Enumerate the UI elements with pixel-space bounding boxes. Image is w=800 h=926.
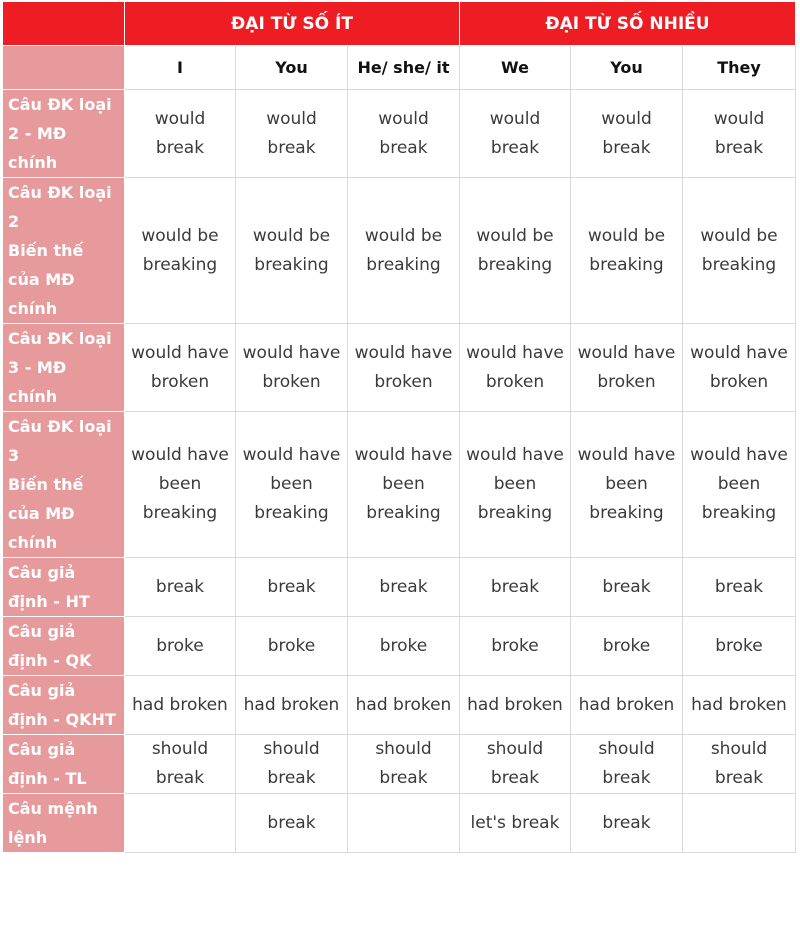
table-row [3, 324, 796, 412]
verb-form-line: had broken [691, 694, 787, 715]
verb-form-cell [571, 617, 683, 676]
table-row [3, 617, 796, 676]
verb-form-line: break [602, 812, 651, 833]
row-label-line: Câu ĐK loại [8, 329, 112, 348]
verb-form-line: broke [715, 635, 763, 656]
verb-form-cell [460, 676, 571, 735]
verb-form-cell [236, 412, 348, 558]
verb-form-line: would [489, 108, 541, 129]
verb-form-line: break [602, 137, 651, 158]
verb-form-cell [125, 178, 236, 324]
verb-form-line: should [263, 739, 320, 759]
verb-form-cell [460, 178, 571, 324]
verb-form-cell [348, 558, 460, 617]
verb-form-line: been [605, 474, 648, 494]
verb-form-cell [683, 617, 796, 676]
table-row [3, 735, 796, 794]
verb-form-line: break [714, 768, 764, 788]
row-label-line: Câu giả [8, 563, 76, 582]
verb-form-line: would have [242, 445, 341, 465]
verb-form-cell [683, 794, 796, 853]
pronoun-header: We [460, 46, 571, 90]
pronoun-header: You [236, 46, 348, 90]
row-label-line: 3 - MĐ [8, 358, 67, 377]
verb-form-cell [571, 676, 683, 735]
verb-form-line: been [717, 474, 761, 494]
row-label [3, 558, 125, 617]
verb-form-cell [348, 735, 460, 794]
verb-form-line: should [151, 739, 209, 759]
table-row [3, 412, 796, 558]
verb-form-line: breaking [142, 503, 218, 523]
row-label-line: định - QK [8, 651, 92, 670]
verb-form-line: would be [587, 225, 666, 246]
verb-form-line: breaking [366, 503, 441, 523]
row-label [3, 735, 125, 794]
row-label-line: định - HT [8, 592, 90, 611]
row-label-line: chính [8, 387, 58, 406]
plural-pronouns-header: ĐẠI TỪ SỐ NHIỀU [460, 2, 796, 46]
verb-form-cell [460, 412, 571, 558]
verb-form-line: break [267, 812, 316, 833]
verb-form-line: breaking [701, 503, 777, 523]
verb-form-line: would have [131, 445, 229, 465]
verb-form-line: should [710, 739, 768, 759]
verb-form-line: breaking [589, 254, 664, 275]
verb-form-line: broke [491, 635, 539, 656]
verb-form-cell [236, 324, 348, 412]
verb-form-line: would have [354, 342, 453, 363]
verb-form-cell [460, 617, 571, 676]
row-label [3, 178, 125, 324]
verb-form-line: been [493, 474, 537, 494]
row-label [3, 324, 125, 412]
verb-form-line: break [490, 576, 540, 597]
verb-form-line: breaking [366, 254, 441, 275]
row-label-line: của MĐ [8, 504, 75, 523]
row-label-line: Câu mệnh [8, 799, 98, 818]
pronoun-header-row [3, 46, 796, 90]
row-label-line: Câu ĐK loại [8, 417, 112, 436]
table-row [3, 676, 796, 735]
verb-form-line: breaking [477, 254, 553, 275]
verb-form-line: break [155, 768, 205, 788]
verb-form-line: broken [597, 371, 656, 392]
verb-form-line: broken [709, 371, 769, 392]
verb-form-line: would be [476, 225, 554, 246]
verb-form-cell [236, 794, 348, 853]
verb-form-line: break [602, 576, 651, 597]
singular-pronouns-header: ĐẠI TỪ SỐ ÍT [125, 2, 460, 46]
verb-form-line: would be [700, 225, 778, 246]
row-label-line: Biến thế [8, 475, 84, 494]
verb-form-line: break [155, 137, 205, 158]
verb-form-cell [683, 676, 796, 735]
verb-form-cell [125, 558, 236, 617]
verb-form-cell [571, 735, 683, 794]
verb-form-line: breaking [142, 254, 218, 275]
verb-form-cell [571, 324, 683, 412]
verb-form-line: would [713, 108, 765, 129]
verb-form-line: had broken [355, 694, 452, 715]
verb-form-cell [348, 617, 460, 676]
verb-form-line: would be [141, 225, 219, 246]
verb-form-cell [571, 90, 683, 178]
verb-form-cell [683, 178, 796, 324]
corner-cell-lower [3, 46, 125, 90]
row-label-line: định - QKHT [8, 710, 116, 729]
verb-form-line: would have [466, 445, 564, 465]
verb-form-cell [125, 735, 236, 794]
verb-form-line: breaking [254, 503, 329, 523]
row-label-line: Câu giả [8, 622, 76, 641]
verb-form-cell [236, 735, 348, 794]
verb-form-cell [348, 794, 460, 853]
row-label-line: chính [8, 533, 58, 552]
verb-form-line: had broken [132, 694, 228, 715]
verb-form-line: break [602, 768, 651, 788]
row-label [3, 412, 125, 558]
verb-form-cell [683, 558, 796, 617]
verb-form-line: break [714, 137, 764, 158]
verb-form-line: would [601, 108, 652, 129]
verb-form-cell [125, 617, 236, 676]
verb-form-line: should [598, 739, 655, 759]
verb-form-line: would have [577, 342, 676, 363]
row-label-line: Câu ĐK loại [8, 183, 112, 202]
pronoun-header: He/ she/ it [348, 46, 460, 90]
corner-cell [3, 2, 125, 46]
verb-form-line: breaking [254, 254, 329, 275]
verb-form-line: would have [354, 445, 453, 465]
verb-form-cell [571, 412, 683, 558]
verb-form-line: would be [252, 225, 331, 246]
verb-form-cell [571, 558, 683, 617]
verb-form-cell [460, 324, 571, 412]
table-row [3, 178, 796, 324]
row-label [3, 676, 125, 735]
verb-form-line: broken [262, 371, 321, 392]
verb-form-line: break [379, 768, 428, 788]
verb-form-line: break [267, 576, 316, 597]
verb-form-line: had broken [467, 694, 563, 715]
verb-form-line: broken [150, 371, 210, 392]
verb-form-line: would have [242, 342, 341, 363]
verb-form-line: break [714, 576, 764, 597]
verb-form-cell [683, 90, 796, 178]
verb-form-cell [125, 324, 236, 412]
verb-form-line: would be [364, 225, 443, 246]
table-row [3, 794, 796, 853]
verb-form-line: break [267, 137, 316, 158]
verb-form-line: been [270, 474, 313, 494]
verb-form-line: break [490, 137, 540, 158]
table-body [3, 90, 796, 853]
row-label-line: Biến thế [8, 241, 84, 260]
verb-form-line: been [382, 474, 425, 494]
verb-form-line: had broken [243, 694, 340, 715]
verb-form-line: broken [374, 371, 433, 392]
row-label-line: 3 [8, 446, 20, 465]
verb-form-line: breaking [477, 503, 553, 523]
row-label-line: lệnh [8, 828, 48, 847]
verb-form-cell [236, 558, 348, 617]
verb-form-cell [348, 90, 460, 178]
verb-form-cell [348, 676, 460, 735]
verb-form-line: break [379, 576, 428, 597]
row-label-line: chính [8, 153, 58, 172]
row-label-line: 2 - MĐ [8, 124, 67, 143]
verb-form-line: been [158, 474, 202, 494]
verb-form-cell [236, 617, 348, 676]
verb-form-cell [348, 324, 460, 412]
verb-form-line: would [266, 108, 317, 129]
conjugation-table [2, 1, 796, 853]
verb-form-line: broke [379, 635, 428, 656]
verb-form-line: break [267, 768, 316, 788]
row-label-line: Câu giả [8, 681, 76, 700]
verb-form-cell [125, 676, 236, 735]
verb-form-cell [571, 178, 683, 324]
verb-form-line: should [375, 739, 432, 759]
pronoun-header: I [125, 46, 236, 90]
verb-form-cell [236, 676, 348, 735]
verb-form-cell [460, 735, 571, 794]
verb-form-cell [348, 412, 460, 558]
row-label-line: Câu ĐK loại [8, 95, 112, 114]
row-label [3, 90, 125, 178]
verb-form-cell [236, 90, 348, 178]
verb-form-cell [460, 90, 571, 178]
verb-form-cell [236, 178, 348, 324]
verb-form-line: would have [690, 342, 788, 363]
row-label-line: 2 [8, 212, 20, 231]
verb-form-line: broke [267, 635, 316, 656]
verb-form-cell [571, 794, 683, 853]
verb-form-line: broke [602, 635, 651, 656]
verb-form-cell [125, 90, 236, 178]
table-row [3, 558, 796, 617]
verb-form-line: would have [131, 342, 229, 363]
verb-form-line: broke [156, 635, 204, 656]
verb-form-cell [683, 735, 796, 794]
pronoun-header: They [683, 46, 796, 90]
verb-form-line: let's break [470, 812, 560, 833]
verb-form-line: had broken [578, 694, 675, 715]
verb-form-cell [125, 794, 236, 853]
verb-form-line: should [486, 739, 544, 759]
row-label-line: của MĐ [8, 270, 75, 289]
verb-form-line: broken [485, 371, 545, 392]
verb-form-line: breaking [701, 254, 777, 275]
verb-form-line: would have [466, 342, 564, 363]
verb-form-cell [460, 558, 571, 617]
verb-form-cell [460, 794, 571, 853]
pronoun-header: You [571, 46, 683, 90]
group-header-row [3, 2, 796, 46]
verb-form-line: break [490, 768, 540, 788]
verb-form-cell [683, 324, 796, 412]
verb-form-cell [683, 412, 796, 558]
table-row [3, 90, 796, 178]
verb-form-cell [348, 178, 460, 324]
row-label-line: định - TL [8, 769, 87, 788]
verb-form-line: would [378, 108, 429, 129]
verb-form-line: would [154, 108, 206, 129]
row-label [3, 617, 125, 676]
row-label-line: Câu giả [8, 740, 76, 759]
verb-form-line: break [379, 137, 428, 158]
verb-form-line: would have [690, 445, 788, 465]
verb-form-line: breaking [589, 503, 664, 523]
verb-form-cell [125, 412, 236, 558]
row-label-line: chính [8, 299, 58, 318]
row-label [3, 794, 125, 853]
verb-form-line: break [155, 576, 205, 597]
verb-form-line: would have [577, 445, 676, 465]
